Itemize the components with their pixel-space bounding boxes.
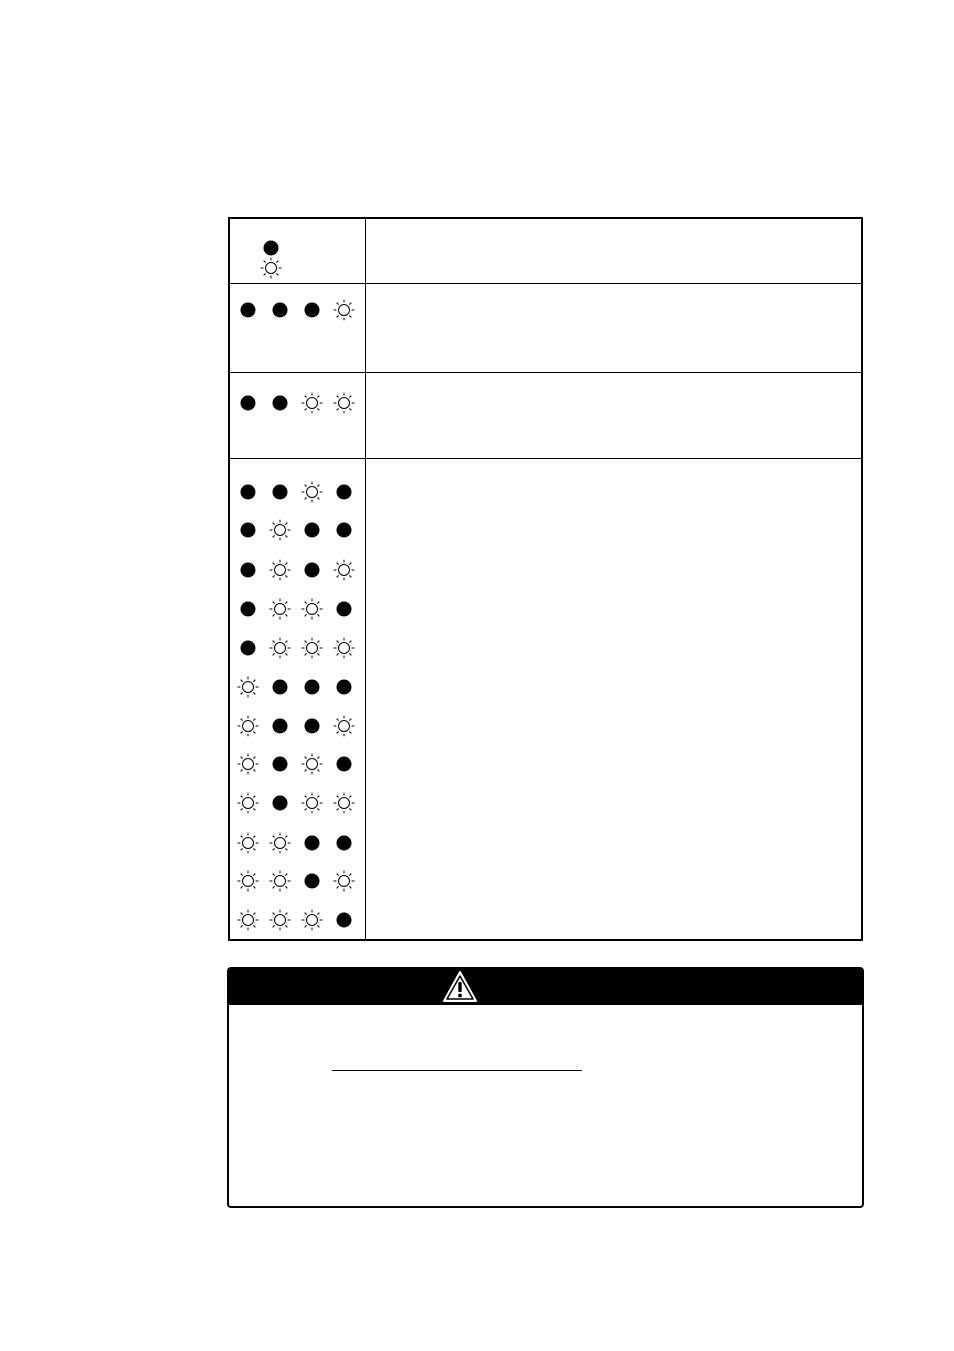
led-blink-icon — [237, 676, 259, 698]
led-blink-icon — [269, 598, 291, 620]
led-off-icon — [301, 299, 323, 321]
led-off-icon — [333, 519, 355, 541]
row-divider — [230, 283, 861, 284]
led-blink-icon — [237, 792, 259, 814]
led-blink-icon — [333, 715, 355, 737]
led-off-icon — [301, 559, 323, 581]
column-divider — [365, 219, 366, 939]
led-blink-icon — [269, 870, 291, 892]
led-blink-icon — [301, 753, 323, 775]
led-off-icon — [301, 519, 323, 541]
led-blink-icon — [301, 481, 323, 503]
led-off-icon — [237, 598, 259, 620]
led-blink-icon — [237, 753, 259, 775]
led-blink-icon — [333, 559, 355, 581]
led-blink-icon — [333, 870, 355, 892]
led-off-icon — [237, 519, 259, 541]
led-blink-icon — [237, 832, 259, 854]
led-off-icon — [237, 559, 259, 581]
led-off-icon — [237, 392, 259, 414]
led-blink-icon — [269, 637, 291, 659]
led-blink-icon — [333, 792, 355, 814]
led-off-icon — [269, 753, 291, 775]
led-blink-icon — [237, 870, 259, 892]
caution-box — [227, 967, 864, 1208]
led-off-icon — [333, 598, 355, 620]
led-off-icon — [237, 299, 259, 321]
led-off-icon — [333, 909, 355, 931]
led-off-icon — [333, 832, 355, 854]
led-blink-icon — [269, 909, 291, 931]
led-off-icon — [269, 792, 291, 814]
led-blink-icon — [301, 792, 323, 814]
led-blink-icon — [301, 392, 323, 414]
led-blink-icon — [333, 637, 355, 659]
led-blink-icon — [269, 832, 291, 854]
led-blink-icon — [269, 559, 291, 581]
led-off-icon — [333, 481, 355, 503]
led-off-icon — [237, 481, 259, 503]
led-off-icon — [301, 870, 323, 892]
led-off-icon — [301, 715, 323, 737]
row-divider — [230, 458, 861, 459]
led-off-icon — [260, 237, 282, 259]
led-blink-icon — [301, 909, 323, 931]
underline-mark — [332, 1070, 582, 1071]
row-divider — [230, 372, 861, 373]
caution-header — [229, 969, 862, 1005]
led-blink-icon — [237, 909, 259, 931]
led-off-icon — [333, 753, 355, 775]
led-status-table — [228, 217, 863, 941]
led-blink-icon — [260, 257, 282, 279]
led-off-icon — [269, 392, 291, 414]
led-off-icon — [269, 715, 291, 737]
warning-triangle-icon — [442, 970, 478, 1003]
led-blink-icon — [301, 598, 323, 620]
led-blink-icon — [333, 392, 355, 414]
led-blink-icon — [269, 519, 291, 541]
led-off-icon — [269, 299, 291, 321]
led-off-icon — [301, 676, 323, 698]
led-off-icon — [333, 676, 355, 698]
led-off-icon — [301, 832, 323, 854]
led-off-icon — [269, 481, 291, 503]
led-blink-icon — [237, 715, 259, 737]
led-blink-icon — [301, 637, 323, 659]
led-blink-icon — [333, 299, 355, 321]
led-off-icon — [237, 637, 259, 659]
led-off-icon — [269, 676, 291, 698]
